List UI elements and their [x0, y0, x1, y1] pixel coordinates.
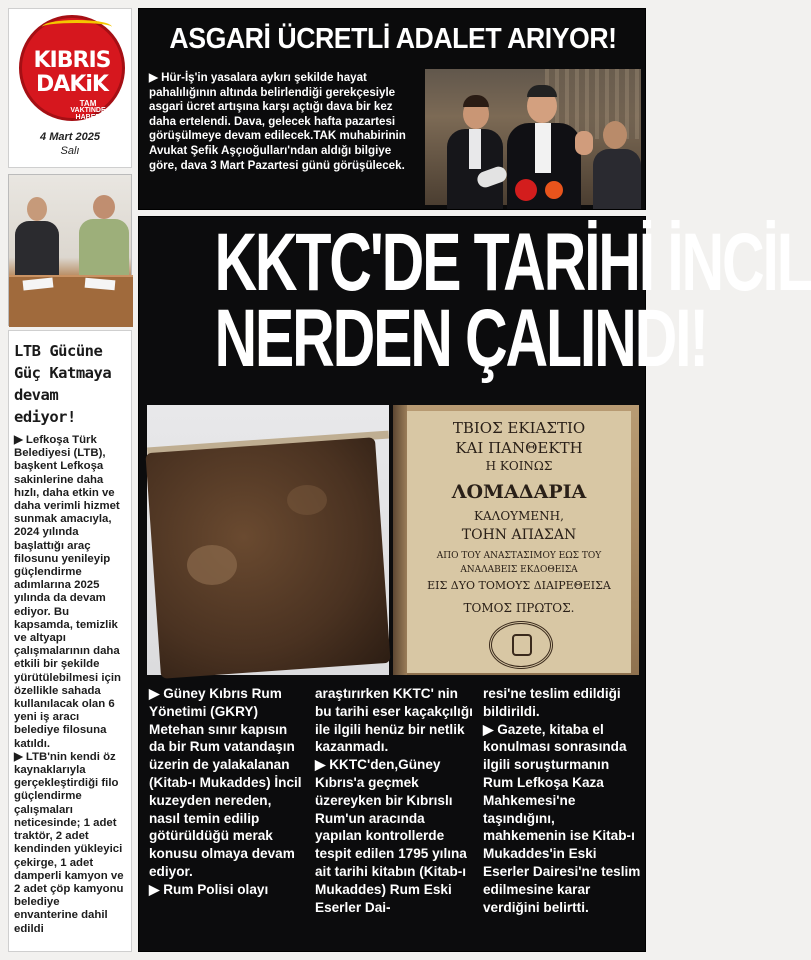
microphone-icon	[545, 181, 563, 199]
main-headline[interactable]	[145, 217, 811, 384]
shirt	[469, 129, 481, 169]
cover-wear	[287, 485, 327, 515]
hair	[463, 95, 489, 107]
book-spine	[393, 405, 407, 675]
main-headline-line2: NERDEN ÇALINDI!	[214, 293, 707, 384]
title-page	[407, 411, 631, 673]
eagle-emblem-icon	[489, 621, 553, 669]
bible-cover-photo[interactable]	[147, 405, 389, 675]
cover-wear	[187, 545, 237, 585]
person-head	[27, 197, 47, 221]
main-story[interactable]	[138, 216, 811, 952]
title-page-line: ΚΑΙ ΠΑΝΘΕΚΤΗ	[455, 439, 583, 457]
side-story-paragraph2: ▶ LTB'nin kendi öz kaynaklarıyla gerçekleştirdiği filo güçlendirme çalışmaları neticesinde; 1 adet traktör, 2 adet kendinden yükleyici çekirge, 1 adet damperli kamyon ve 2 adet çöp kamyonu belediye envanterine dahil edildi	[14, 750, 124, 935]
title-page-line: ΑΝΑΛΑΒΕΙΣ ΕΚΔΟΘΕΙΣΑ	[460, 565, 578, 575]
left-column	[8, 8, 132, 952]
title-page-line: ΕΙΣ ΔΥΟ ΤΟΜΟΥΣ ΔΙΑΙΡΕΘΕΙΣΑ	[427, 579, 611, 592]
article-column-1: ▶ Güney Kıbrıs Rum Yönetimi (GKRY) Metehan sınır kapısın da bir Rum vatandaşın üzerin de yalakalanan (Kitab-ı Mukaddes) İncil kuzeyden nereden, nasıl temin edilip götürüldüğü merak konusu olmaya devam ediyor. ▶ Rum Polisi olayı	[149, 686, 302, 897]
person-head	[93, 195, 115, 219]
title-page-line: ΛΟΜΑΔΑΡΙΑ	[451, 481, 587, 503]
emblem-shield	[512, 634, 532, 656]
person-body	[79, 219, 129, 279]
book-cover	[145, 437, 390, 678]
shirt	[535, 123, 551, 173]
logo-text-line2: DAKiK	[36, 72, 108, 97]
article-column-2: araştırırken KKTC' nin bu tarihi eser kaçakçılığı ile ilgili henüz bir netlik kazanmadı. ▶ KKTC'den,Güney Kıbrıs'a geçmek üzereyken bir Kıbrıslı Rum'un aracında yapılan kontrollerde tespit edilen 1795 yılına ait tarihi kitabın (Kitab-ı Mukaddes) Rum Eski Eserler Dai-	[315, 686, 473, 915]
bible-title-page-photo[interactable]	[393, 405, 639, 675]
title-page-line: ΤΟΜΟΣ ΠΡΩΤΟΣ.	[463, 601, 575, 615]
top-story-body: ▶ Hür-İş'in yasalara aykırı şekilde hayat pahalılığının altında belirlendiği gerekçesiyle asgari ücret artışına karşı açtığı dava bir kez daha ertelendi. Dava, gelecek hafta pazartesi görüşülmeye devam edilecek.TAK muhabirinin Avukat Şefik Aşçıoğulları'ndan aldığı bilgiye göre, dava 3 Mart Pazartesi günü görüşülecek.	[149, 71, 406, 172]
side-story[interactable]	[8, 330, 132, 952]
main-headline-line1: KKTC'DE TARİHİ İNCİL	[214, 217, 811, 308]
meeting-photo[interactable]	[8, 174, 132, 326]
person-body	[593, 149, 641, 209]
article-column-3: resi'ne teslim edildiği bildirildi. ▶ Gazete, kitaba el konulması sonrasında ilgili soruşturmanın Rum Lefkoşa Kaza Mahkemesi'ne taşındığını, mahkemenin ise Kitab-ı Mukaddes'in Eski Eserler Dairesi'ne teslim edilmesine karar verdiğini belirtti.	[483, 686, 641, 915]
title-page-line: ΤΒΙΟΣ ΕΚΙΑΣΤΙΟ	[452, 419, 586, 437]
top-story[interactable]	[138, 8, 646, 210]
hair	[527, 85, 557, 97]
title-page-line: Η ΚΟΙΝΩΣ	[485, 459, 553, 473]
logo-swoosh	[42, 20, 112, 34]
issue-day: Salı	[60, 145, 80, 157]
raised-hand	[575, 131, 593, 155]
title-page-line: ΤΟΗΝ ΑΠΑΣΑΝ	[461, 527, 577, 543]
top-story-headline: ASGARİ ÜCRETLİ ADALET ARIYOR!	[169, 23, 617, 55]
microphone-icon	[515, 179, 537, 201]
kibris-dakik-logo[interactable]	[19, 15, 125, 121]
person-head	[603, 121, 627, 149]
logo-tagline: TAM VAKTINDE HABER	[70, 99, 106, 121]
person-body	[15, 221, 59, 277]
masthead[interactable]	[8, 8, 132, 168]
press-conference-photo[interactable]	[425, 69, 641, 205]
title-page-line: ΚΑΛΟΥΜΕΝΗ,	[474, 509, 564, 523]
logo-text-line1: KIBRIS	[33, 48, 111, 73]
side-story-title: LTB Gücüne Güç Katmaya devam ediyor!	[14, 342, 112, 426]
side-story-paragraph1: ▶ Lefkoşa Türk Belediyesi (LTB), başkent Lefkoşa sakinlerine daha hızlı, daha etkin ve daha verimli hizmet sunmak amacıyla, 2024 yılında başlattığı araç filosunu yenileyip güçlendirme adımlarına 2025 yılında da devam ediyor. Bu kapsamda, temizlik ve altyapı çalışmalarının daha etkili bir şekilde yürütülebilmesi için özellikle sahada kullanılacak olan 6 yeni iş aracı belediye filosuna katıldı.	[14, 434, 121, 750]
title-page-line: ΑΠΟ ΤΟΥ ΑΝΑΣΤΑΣΙΜΟΥ ΕΩΣ ΤΟΥ	[436, 551, 602, 561]
issue-date: 4 Mart 2025	[40, 131, 100, 143]
